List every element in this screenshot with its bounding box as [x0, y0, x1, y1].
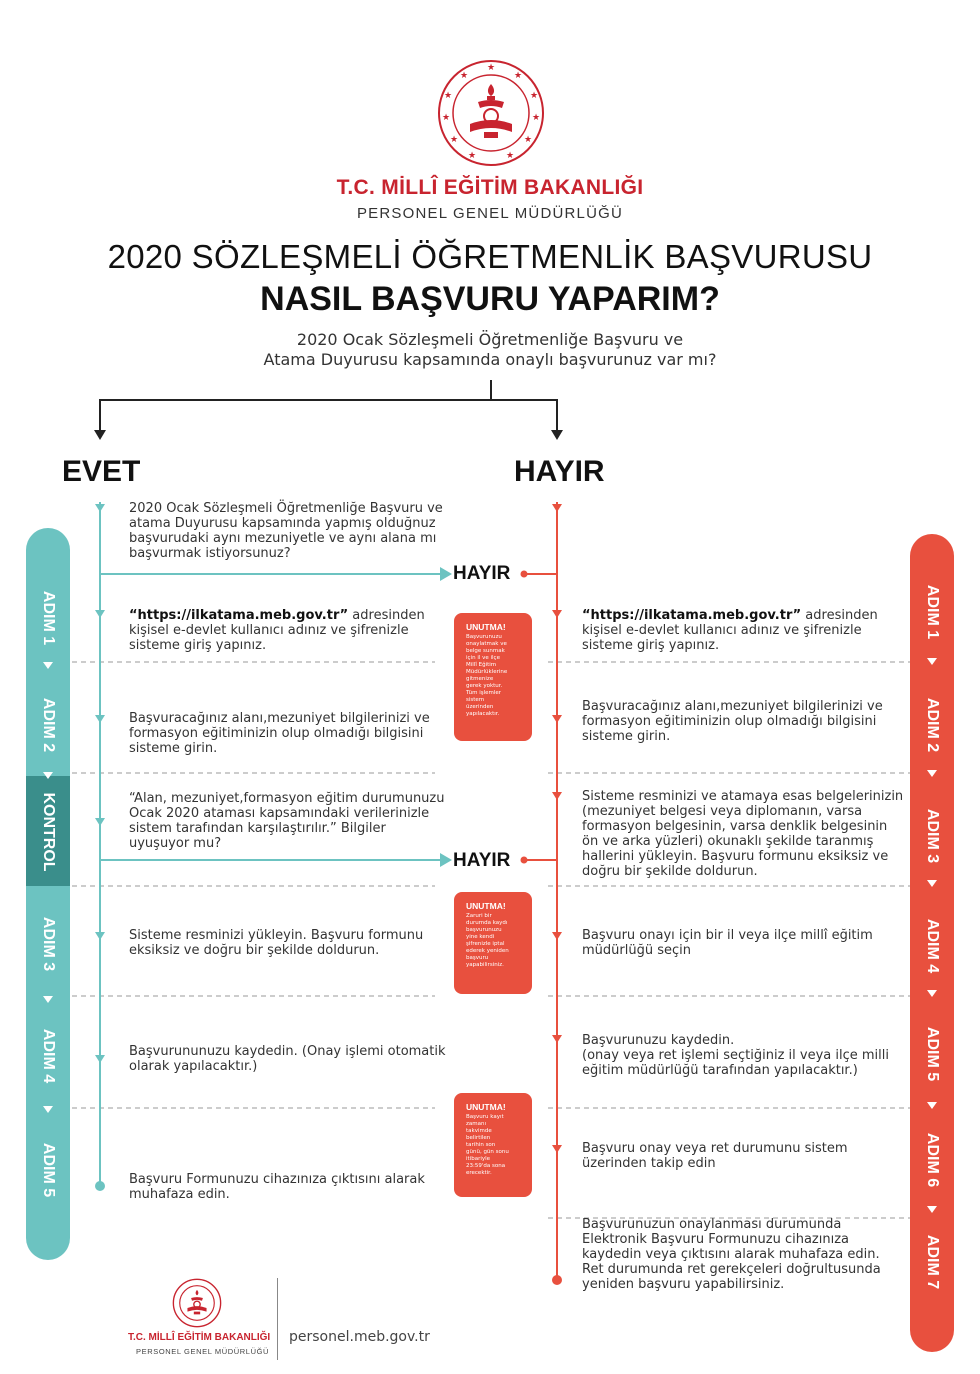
ministry-logo	[436, 58, 546, 168]
evet-step-5: Başvuru Formunuzu cihazınıza çıktısını alarak muhafaza edin.	[129, 1172, 425, 1202]
page-subtitle: NASIL BAŞVURU YAPARIM?	[260, 280, 720, 318]
svg-text:★: ★	[449, 135, 459, 145]
hayir-step-1: “https://ilkatama.meb.gov.tr” adresinden kişisel e-devlet kullanıcı adınız ve şifrenizle sisteme giriş yapınız.	[582, 608, 878, 653]
right-step-3: ADIM 3	[924, 808, 941, 864]
note-body-2: Zaruri bir durumda kaydı başvurunuzu yine kendi şifrenizle iptal ederek yeniden başvuru yapabilirsiniz.	[466, 913, 509, 968]
svg-text:★: ★	[513, 71, 523, 81]
left-kontrol: KONTROL	[40, 792, 57, 872]
footer-divider	[277, 1278, 278, 1360]
hayir-label: HAYIR	[514, 455, 605, 488]
right-step-7: ADIM 7	[924, 1234, 941, 1290]
right-step-2: ADIM 2	[924, 697, 941, 753]
left-step-markers	[40, 660, 56, 1130]
svg-text:★: ★	[441, 113, 451, 123]
note-body-1: Başvurunuzu onaylatmak ve belge sunmak için il ve ilçe Millî Eğitim Müdürlüklerine gitmenize gerek yoktur. Tüm işlemler sistem üzerinden yapılacaktır.	[466, 634, 508, 717]
right-step-4: ADIM 4	[924, 918, 941, 974]
ministry-name: T.C. MİLLÎ EĞİTİM BAKANLIĞI	[336, 176, 644, 199]
right-step-markers	[924, 656, 940, 1216]
page-title: 2020 SÖZLEŞMELİ ÖĞRETMENLİK BAŞVURUSU	[107, 238, 873, 275]
left-step-2: ADIM 2	[40, 697, 57, 753]
evet-step-1: “https://ilkatama.meb.gov.tr” adresinden kişisel e-devlet kullanıcı adınız ve şifrenizle sisteme giriş yapınız.	[129, 608, 425, 653]
right-step-6: ADIM 6	[924, 1132, 941, 1188]
hayir-jump-2: HAYIR	[453, 850, 511, 871]
hayir-step-2: Başvuracağınız alanı,mezuniyet bilgilerinizi ve formasyon eğitiminizin olup olmadığı bilgisini sisteme girin.	[582, 699, 883, 744]
svg-text:★: ★	[459, 71, 469, 81]
note-box-1: UNUTMA! Başvurunuzu onaylatmak ve belge sunmak için il ve ilçe Millî Eğitim Müdürlüklerine gitmenize gerek yoktur. Tüm işlemler sistem üzerinden yapılacaktır.	[454, 613, 532, 741]
svg-text:★: ★	[467, 151, 477, 161]
note-body-3: Başvuru kayıt zamanı takvimde belirtilen tarihin son günü, gün sonu itibariyle 23:59'da sona erecektir.	[466, 1114, 509, 1176]
footer-url[interactable]: personel.meb.gov.tr	[289, 1329, 430, 1345]
left-step-4: ADIM 4	[40, 1028, 57, 1084]
svg-text:★: ★	[505, 151, 515, 161]
svg-text:★: ★	[443, 91, 453, 101]
department-name: PERSONEL GENEL MÜDÜRLÜĞÜ	[356, 205, 624, 222]
left-step-3: ADIM 3	[40, 916, 57, 972]
svg-text:★: ★	[486, 63, 496, 73]
evet-step-3: Sisteme resminizi yükleyin. Başvuru formunu eksiksiz ve doğru bir şekilde doldurun.	[129, 928, 424, 958]
footer-department: PERSONEL GENEL MÜDÜRLÜĞÜ	[136, 1347, 270, 1356]
evet-step-2: Başvuracağınız alanı,mezuniyet bilgilerinizi ve formasyon eğitiminizin olup olmadığı bilgisini sisteme girin.	[129, 711, 430, 756]
left-step-1: ADIM 1	[40, 590, 57, 646]
evet-label: EVET	[62, 455, 141, 488]
svg-text:★: ★	[529, 91, 539, 101]
right-step-1: ADIM 1	[924, 584, 941, 640]
footer-logo	[172, 1278, 222, 1328]
hayir-step-4: Başvuru onayı için bir il veya ilçe millî eğitim müdürlüğü seçin	[582, 928, 873, 958]
hayir-step-6: Başvuru onay veya ret durumunu sistem üzerinden takip edin	[582, 1141, 848, 1171]
hayir-step-7: Başvurunuzun onaylanması durumunda Elektronik Başvuru Formunuzu cihazınıza kaydedin veya çıktısını alarak muhafaza edin. Ret durumunda ret gerekçeleri doğrultusunda yeniden başvuru yapabilirsiniz.	[582, 1217, 881, 1292]
right-step-5: ADIM 5	[924, 1026, 941, 1082]
svg-text:★: ★	[523, 135, 533, 145]
left-step-5: ADIM 5	[40, 1142, 57, 1198]
note-box-2: UNUTMA! Zaruri bir durumda kaydı başvurunuzu yine kendi şifrenizle iptal ederek yeniden başvuru yapabilirsiniz.	[454, 892, 532, 994]
main-question: 2020 Ocak Sözleşmeli Öğretmenliğe Başvuru ve Atama Duyurusu kapsamında onaylı başvurunuz var mı?	[263, 330, 717, 369]
evet-kontrol: “Alan, mezuniyet,formasyon eğitim durumunuzu Ocak 2020 ataması kapsamındaki verilerinizle sistem tarafından karşılaştırılır.” Bilgiler uyuşuyor mu?	[129, 791, 445, 851]
evet-question: 2020 Ocak Sözleşmeli Öğretmenliğe Başvuru ve atama Duyurusu kapsamında yapmış olduğnuz başvurudaki aynı mezuniyetle ve aynı alana mı başvurmak istiyorsunuz?	[129, 501, 443, 561]
hayir-step-3: Sisteme resminizi ve atamaya esas belgelerinizin (mezuniyet belgesi veya diplomanın, varsa formasyon belgesinin, varsa denklik belgesinin ön ve arka yüzleri) okunaklı şekilde taranmış hallerini yükleyin. Başvuru formunu eksiksiz ve doğru bir şekilde doldurun.	[582, 789, 904, 879]
note-box-3: UNUTMA! Başvuru kayıt zamanı takvimde belirtilen tarihin son günü, gün sonu itibariyle 23:59'da sona erecektir.	[454, 1093, 532, 1197]
footer-ministry: T.C. MİLLÎ EĞİTİM BAKANLIĞI	[128, 1332, 271, 1343]
branch-connector	[0, 380, 980, 460]
evet-step-4: Başvurununuzu kaydedin. (Onay işlemi otomatik olarak yapılacaktır.)	[129, 1044, 446, 1074]
hayir-step-5: Başvurunuzu kaydedin. (onay veya ret işlemi seçtiğiniz il veya ilçe milli eğitim müdürlüğü tarafından yapılacaktır.)	[582, 1033, 889, 1078]
svg-text:★: ★	[531, 113, 541, 123]
hayir-jump-1: HAYIR	[453, 563, 511, 584]
